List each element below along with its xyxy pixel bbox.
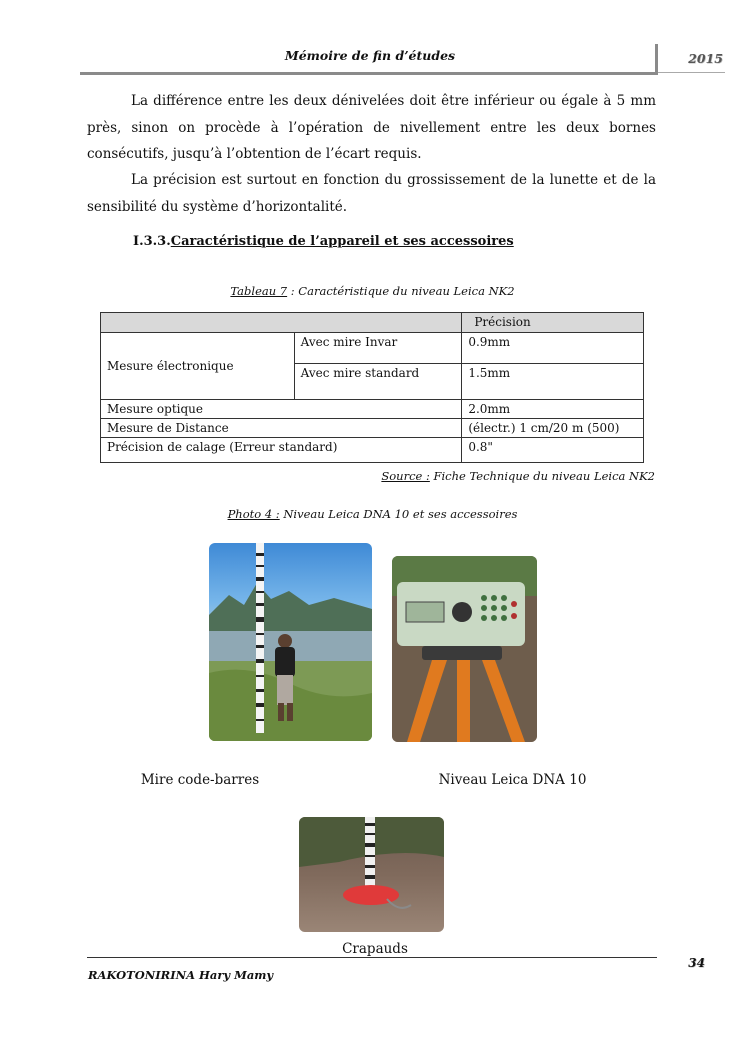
table-header-empty [101, 313, 462, 333]
header-rule-thin [658, 72, 725, 73]
table-caption [100, 284, 645, 298]
label-mire: Mire code-barres [140, 772, 260, 788]
table-cell-distance: Mesure de Distance [101, 419, 462, 438]
section-number: I.3.3. [133, 234, 171, 249]
table-source-text: Fiche Technique du niveau Leica NK2 [429, 469, 655, 483]
label-niveau: Niveau Leica DNA 10 [438, 772, 587, 788]
header-rule [80, 72, 658, 75]
label-crapaud: Crapauds [342, 941, 408, 957]
photo-crapaud [299, 817, 444, 932]
photo-barcode-staff [209, 543, 372, 741]
header-year: 2015 [688, 51, 723, 66]
photo-leica-dna10-image [392, 556, 537, 742]
table-header-row [101, 313, 644, 333]
table-header-precision: Précision [462, 313, 644, 333]
table-cell-sub-invar: Avec mire Invar [294, 333, 462, 364]
photo-caption-text: Niveau Leica DNA 10 et ses accessoires [279, 507, 518, 521]
footer-rule [87, 957, 657, 958]
photo-crapaud-image [299, 817, 444, 932]
table-caption-label: Tableau 7 [230, 284, 288, 298]
table-cell-electronic: Mesure électronique [101, 333, 295, 400]
table-row [101, 333, 644, 364]
paragraph-2-text: La précision est surtout en fonction du grossissement de la lunette et de la sensibilité du système d’horizontalité. [87, 172, 656, 215]
paragraph-2 [87, 167, 656, 220]
table-row [101, 400, 644, 419]
table-cell-optical-value: 2.0mm [462, 400, 644, 419]
photo-leica-dna10 [392, 556, 537, 742]
paragraph-1 [87, 88, 656, 168]
table-cell-val-standard: 1.5mm [462, 364, 644, 400]
running-header-title: Mémoire de fin d’études [284, 48, 456, 63]
section-title: Caractéristique de l’appareil et ses accessoires [170, 234, 514, 249]
table-cell-distance-value: (électr.) 1 cm/20 m (500) [462, 419, 644, 438]
paragraph-1-text: La différence entre les deux dénivelées doit être inférieur ou égale à 5 mm près, sinon on procède à l’opération de nivellement entre les deux bornes consécutifs, jusqu’à l’obtention de l’écart requis. [87, 93, 656, 162]
table-caption-text: : Caractéristique du niveau Leica NK2 [287, 284, 515, 298]
table-cell-calage-value: 0.8" [462, 438, 644, 463]
spec-table [100, 312, 644, 463]
footer-author: RAKOTONIRINA Hary Mamy [88, 968, 274, 982]
table-row [101, 438, 644, 463]
table-cell-val-invar: 0.9mm [462, 333, 644, 364]
table-cell-optical: Mesure optique [101, 400, 462, 419]
table-cell-sub-standard: Avec mire standard [294, 364, 462, 400]
photo-caption [100, 507, 645, 521]
section-heading [133, 234, 514, 249]
page-number: 34 [688, 956, 705, 970]
table-row [101, 419, 644, 438]
table-source [100, 469, 655, 483]
table-source-label: Source : [381, 469, 430, 483]
header-divider [655, 44, 658, 73]
photo-barcode-staff-image [209, 543, 372, 741]
table-cell-calage: Précision de calage (Erreur standard) [101, 438, 462, 463]
photo-caption-label: Photo 4 : [227, 507, 280, 521]
